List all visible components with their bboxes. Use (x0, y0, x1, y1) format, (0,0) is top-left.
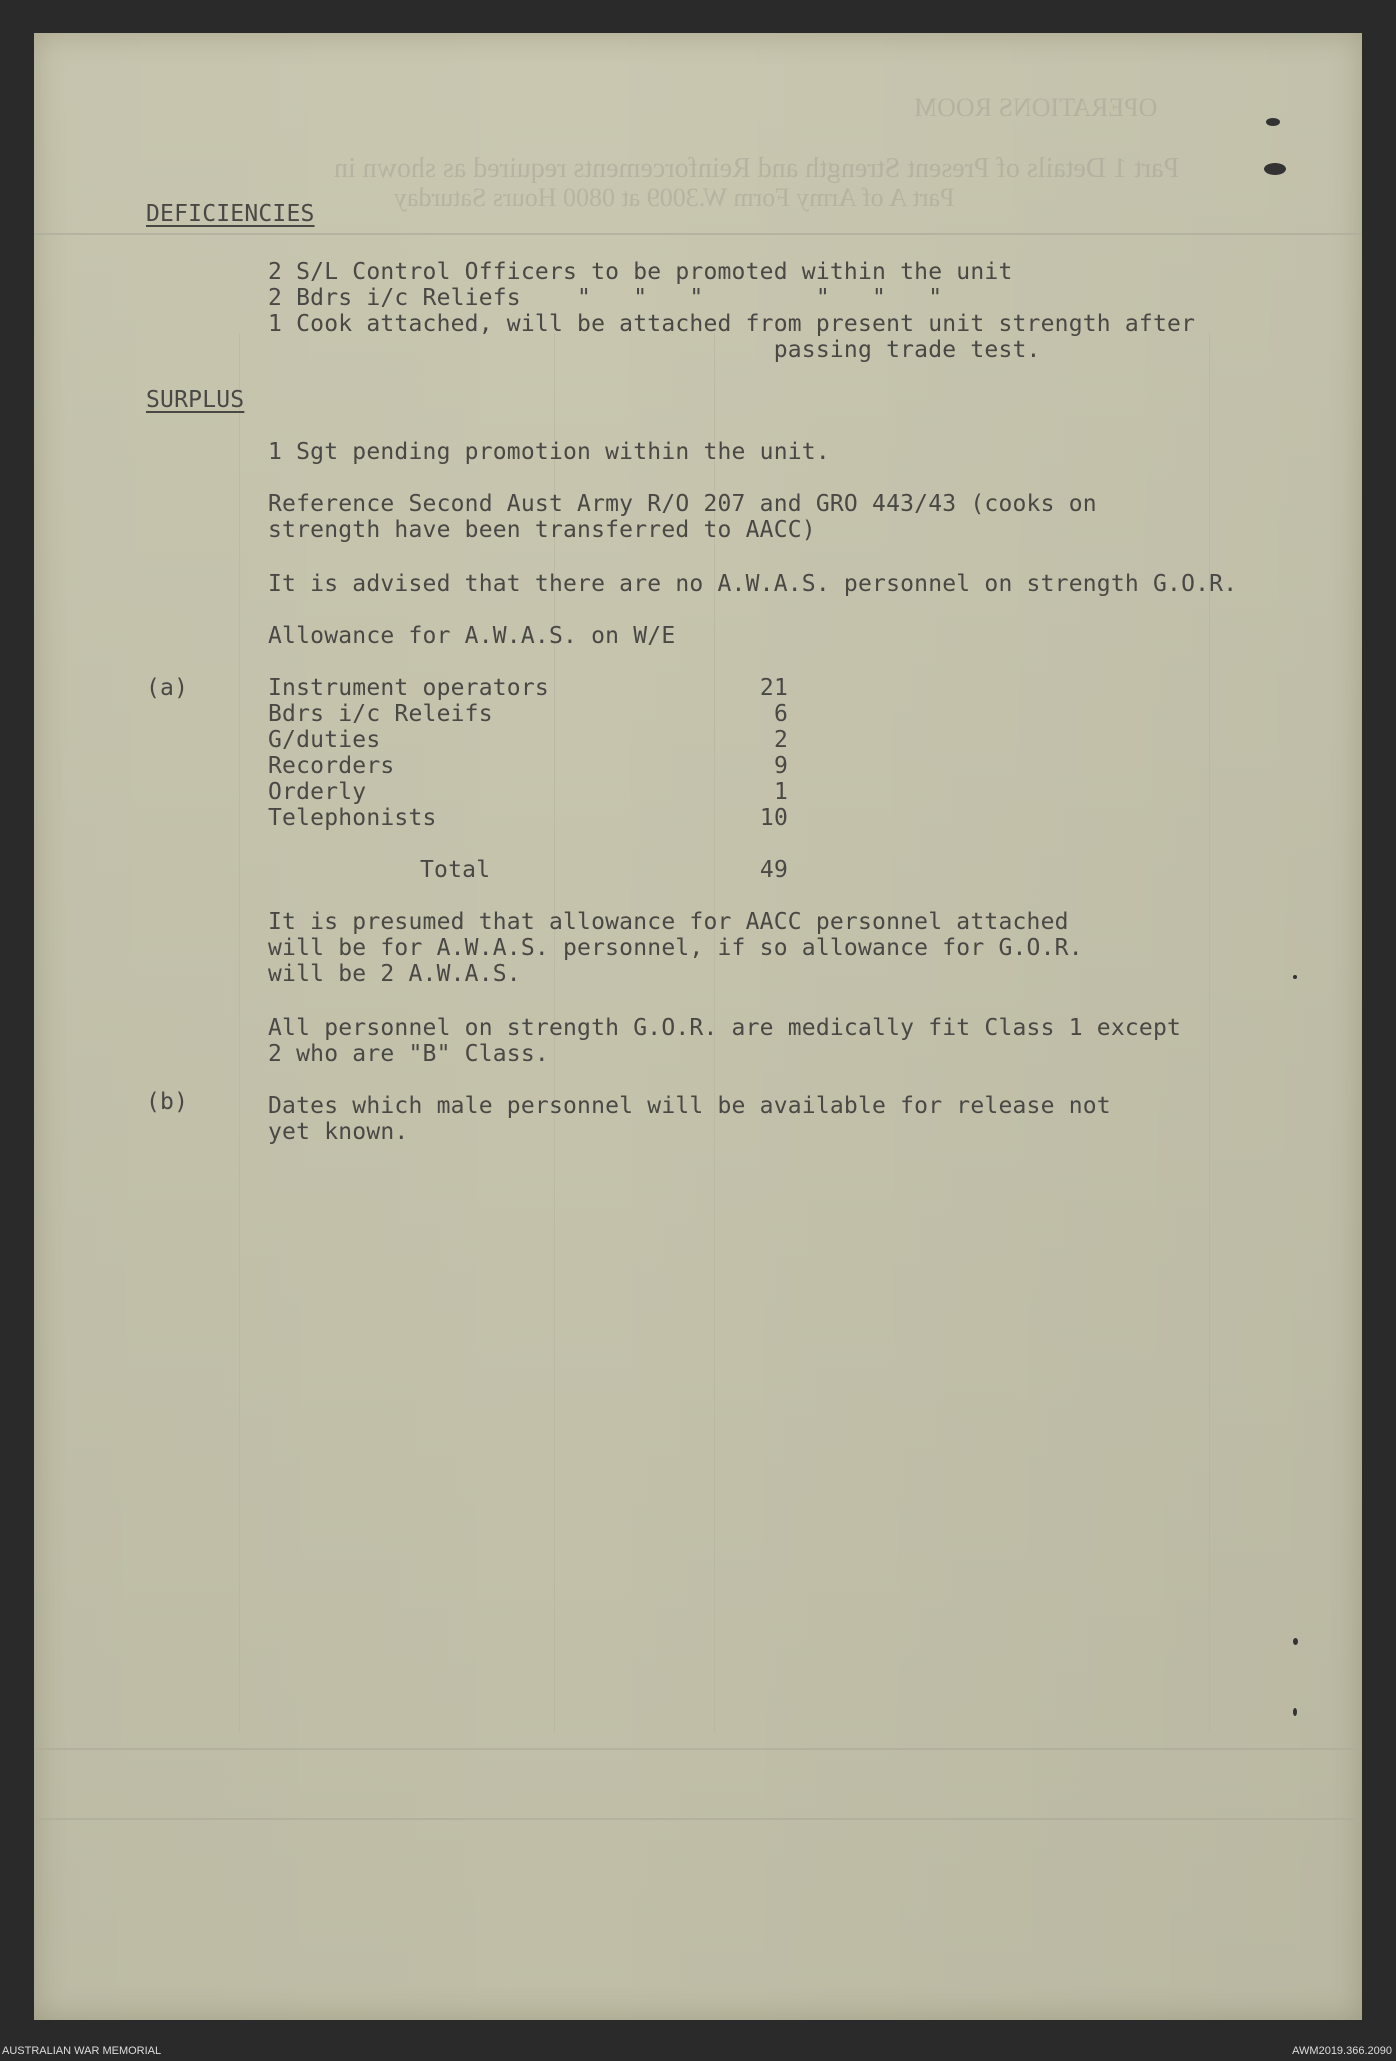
show-through-text: Part 1 Details of Present Strength and Reinforcements required as shown in (334, 153, 1180, 184)
marker-b: (b) (146, 1089, 189, 1115)
paper-mark (1293, 1708, 1297, 1716)
presumed-line: It is presumed that allowance for AACC personnel attached (268, 909, 1069, 935)
allowance-row (268, 753, 788, 779)
allowance-count: 1 (773, 779, 788, 805)
medical-line: All personnel on strength G.O.R. are medically fit Class 1 except (268, 1015, 1182, 1041)
show-through-rule (34, 1748, 1362, 1750)
presumed-line: will be 2 A.W.A.S. (268, 961, 521, 987)
allowance-label: Orderly (268, 779, 367, 805)
allowance-row (268, 805, 788, 831)
reference-line: strength have been transferred to AACC) (268, 517, 816, 543)
paper-mark (1264, 163, 1286, 175)
deficiency-line: passing trade test. (268, 337, 1041, 363)
total-value: 49 (759, 857, 788, 883)
allowance-label: Telephonists (268, 805, 437, 831)
deficiency-line: 2 Bdrs i/c Reliefs " " " " " " (268, 285, 943, 311)
document-page (34, 33, 1362, 2020)
allowance-count: 21 (759, 675, 788, 701)
marker-a: (a) (146, 675, 189, 701)
surplus-heading: SURPLUS (146, 387, 245, 413)
presumed-line: will be for A.W.A.S. personnel, if so allowance for G.O.R. (268, 935, 1083, 961)
allowance-title: Allowance for A.W.A.S. on W/E (268, 623, 676, 649)
total-label: Total (420, 857, 491, 883)
show-through-rule (1209, 333, 1210, 1733)
allowance-count: 2 (773, 727, 788, 753)
paper-mark (1266, 118, 1280, 126)
archive-caption-left: AUSTRALIAN WAR MEMORIAL (2, 2045, 162, 2057)
deficiencies-heading: DEFICIENCIES (146, 201, 315, 227)
allowance-row (268, 675, 788, 701)
dates-line: yet known. (268, 1119, 409, 1145)
allowance-total-row (268, 857, 788, 883)
show-through-rule (34, 1818, 1362, 1820)
allowance-label: Instrument operators (268, 675, 549, 701)
allowance-row (268, 727, 788, 753)
reference-line: Reference Second Aust Army R/O 207 and GRO 443/43 (cooks on (268, 491, 1097, 517)
deficiency-line: 2 S/L Control Officers to be promoted within the unit (268, 259, 1013, 285)
allowance-label: Recorders (268, 753, 395, 779)
allowance-row (268, 779, 788, 805)
allowance-count: 9 (773, 753, 788, 779)
show-through-text: OPERATIONS ROOM (914, 93, 1158, 122)
allowance-label: Bdrs i/c Releifs (268, 701, 493, 727)
deficiency-line: 1 Cook attached, will be attached from present unit strength after (268, 311, 1196, 337)
archive-caption-right: AWM2019.366.2090 (1292, 2045, 1392, 2057)
show-through-rule (239, 333, 240, 1733)
paper-mark (1293, 1638, 1298, 1645)
allowance-count: 10 (759, 805, 788, 831)
show-through-text: Part A of Army Form W.3009 at 0800 Hours Saturday (394, 183, 955, 212)
show-through-rule (34, 233, 1362, 235)
paper-mark (1293, 975, 1297, 979)
allowance-count: 6 (773, 701, 788, 727)
surplus-line: 1 Sgt pending promotion within the unit. (268, 439, 830, 465)
advised-line: It is advised that there are no A.W.A.S. personnel on strength G.O.R. (268, 571, 1238, 597)
dates-line: Dates which male personnel will be available for release not (268, 1093, 1111, 1119)
medical-line: 2 who are "B" Class. (268, 1041, 549, 1067)
allowance-label: G/duties (268, 727, 381, 753)
allowance-table (268, 675, 808, 925)
allowance-row (268, 701, 788, 727)
